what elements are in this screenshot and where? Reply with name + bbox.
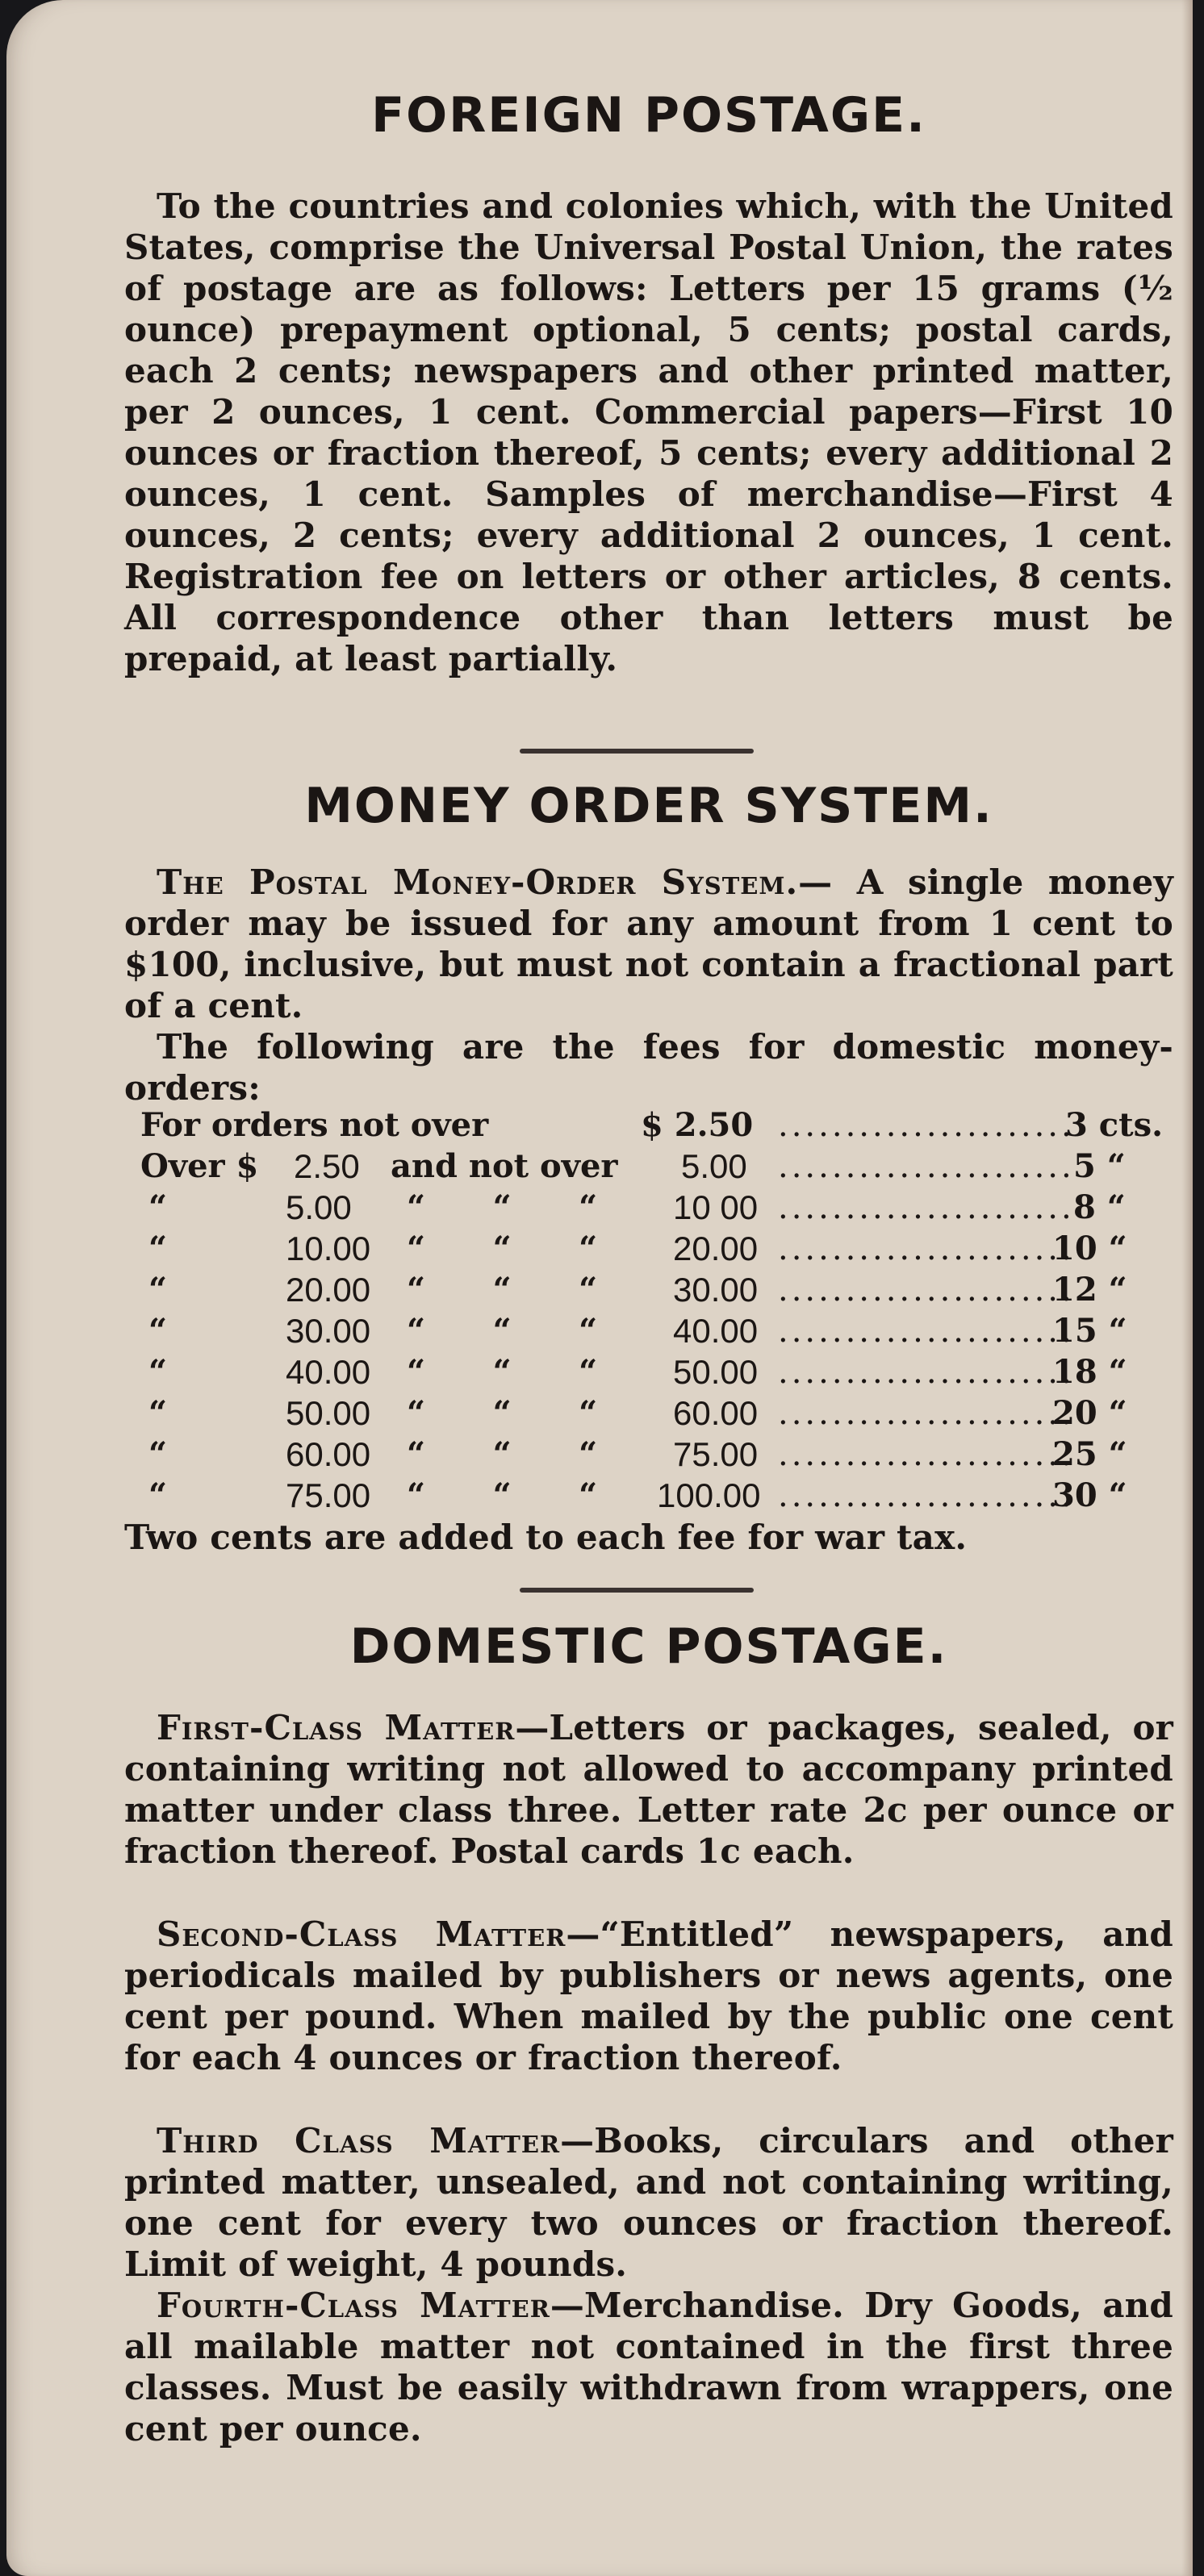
fee-leader-dots: ...................... (778, 1436, 1075, 1473)
fee-row (124, 1434, 1173, 1475)
foreign-postage-heading: FOREIGN POSTAGE. (371, 87, 926, 144)
fee-leader-dots: ...................... (778, 1189, 1075, 1226)
fourth-class-paragraph (124, 2285, 1173, 2454)
fee-lower-limit: 20.00 (286, 1271, 371, 1309)
fee-row (124, 1229, 1173, 1269)
fourth-class-text: —Merchandise. Dry Goods, and all mailable matter not contained in the first three classes. Must be easily withdrawn from wrappers, one cent per ounce. (124, 2286, 1173, 2449)
fee-lower-limit: 50.00 (286, 1394, 371, 1432)
fee-amount: 15 “ (1052, 1312, 1127, 1350)
fee-upper-limit: 100.00 (657, 1476, 761, 1514)
foreign-postage-paragraph (124, 186, 1173, 710)
fee-amount: 5 “ (1073, 1147, 1126, 1185)
fee-lower-limit: 30.00 (286, 1312, 371, 1350)
fee-upper-limit: 20.00 (673, 1230, 759, 1267)
fee-leader-dots: ...................... (778, 1477, 1075, 1514)
fee-upper-limit: 30.00 (673, 1271, 759, 1309)
fee-upper-limit: $ 2.50 (641, 1106, 754, 1144)
fee-amount: 10 “ (1052, 1230, 1127, 1267)
fee-ditto-mark: “ (148, 1435, 168, 1473)
fee-upper-limit: 40.00 (673, 1312, 759, 1350)
money-order-intro (124, 862, 1173, 1031)
third-class-text: —Books, circulars and other printed matter, unsealed, and not containing writing, one cent for every two ounces or fraction thereof. Limit of weight, 4 pounds. (124, 2121, 1173, 2284)
fee-leader-dots: ...................... (778, 1395, 1075, 1432)
first-class-paragraph (124, 1707, 1173, 1918)
fee-amount: 30 “ (1052, 1476, 1127, 1514)
fee-row (124, 1146, 1173, 1187)
fee-row (124, 1105, 1173, 1146)
page-edge (1181, 0, 1193, 2576)
fee-ditto-marks: “ “ “ (407, 1435, 598, 1473)
fourth-class-name: Fourth-Class Matter (157, 2286, 550, 2325)
fee-amount: 12 “ (1052, 1271, 1127, 1309)
fee-ditto-mark: “ (148, 1230, 168, 1267)
fee-upper-limit: 60.00 (673, 1394, 759, 1432)
fee-lower-limit: 75.00 (286, 1476, 371, 1514)
fee-leader-dots: ...................... (778, 1271, 1075, 1309)
third-class-name: Third Class Matter (157, 2121, 561, 2161)
fee-ditto-mark: “ (148, 1271, 168, 1309)
fee-upper-limit: 75.00 (673, 1435, 759, 1473)
fee-upper-limit: 10 00 (673, 1188, 759, 1226)
fee-ditto-marks: “ “ “ (407, 1271, 598, 1309)
fee-leader-dots: ...................... (778, 1148, 1075, 1185)
fee-ditto-mark: “ (148, 1476, 168, 1514)
fees-intro (124, 1026, 1173, 1110)
fee-row (124, 1476, 1173, 1516)
section-divider-2 (520, 1588, 754, 1593)
fee-ditto-marks: “ “ “ (407, 1353, 598, 1391)
section-divider-1 (520, 749, 754, 754)
fee-from-label: Over $ (140, 1147, 259, 1185)
fee-lower-limit: 10.00 (286, 1230, 371, 1267)
second-class-name: Second-Class Matter (157, 1914, 566, 1954)
fee-row (124, 1270, 1173, 1310)
fee-leader-dots: ...................... (778, 1313, 1075, 1350)
fee-amount: 8 “ (1073, 1188, 1126, 1226)
fee-ditto-mark: “ (148, 1353, 168, 1391)
fee-lower-limit: 60.00 (286, 1435, 371, 1473)
war-tax-note: Two cents are added to each fee for war tax. (124, 1518, 968, 1557)
fee-amount: 18 “ (1052, 1353, 1127, 1391)
money-order-intro-lead: The Postal Money-Order System. (157, 862, 799, 902)
fee-amount: 3 cts. (1065, 1106, 1164, 1144)
fee-ditto-marks: “ “ “ (407, 1312, 598, 1350)
fee-ditto-marks: “ “ “ (407, 1394, 598, 1432)
fee-leader-dots: ...................... (778, 1354, 1075, 1391)
domestic-postage-heading: DOMESTIC POSTAGE. (349, 1618, 948, 1675)
fee-amount: 25 “ (1052, 1435, 1127, 1473)
first-class-text: —Letters or packages, sealed, or containing writing not allowed to accompany printed matter under class three. Letter rate 2c per ounce or fraction thereof. Postal cards 1c each. (124, 1708, 1173, 1871)
book-page (6, 0, 1193, 2576)
fee-ditto-mark: “ (148, 1188, 168, 1226)
fee-ditto-mark: “ (148, 1312, 168, 1350)
foreign-postage-text: To the countries and colonies which, with the United States, comprise the Universal Postal Union, the rates of postage are as follows: Letters per 15 grams (½ ounce) prepayment optional, 5 cents; postal cards, each 2 cents; newspapers and other printed matter, per 2 ounces, 1 cent. Commercial papers—First 10 ounces or fraction thereof, 5 cents; every additional 2 ounces, 1 cent. Samples of merchandise—First 4 ounces, 2 cents; every additional 2 ounces, 1 cent. Registration fee on letters or other articles, 8 cents. All correspondence other than letters must be prepaid, at least partially. (124, 186, 1173, 678)
fee-from-label: For orders not over (140, 1106, 489, 1144)
fee-ditto-marks: “ “ “ (407, 1230, 598, 1267)
fee-ditto-marks: “ “ “ (407, 1476, 598, 1514)
second-class-paragraph (124, 1914, 1173, 2125)
second-class-text: —“Entitled” newspapers, and periodicals mailed by publishers or news agents, one cent per pound. When mailed by the public one cent for each 4 ounces or fraction thereof. (124, 1914, 1173, 2077)
fee-row (124, 1188, 1173, 1228)
first-class-name: First-Class Matter (157, 1708, 516, 1747)
fee-row (124, 1311, 1173, 1351)
fee-ditto-marks: “ “ “ (407, 1188, 598, 1226)
money-order-intro-body: — A single money order may be issued for any amount from 1 cent to $100, inclusive, but must not contain a fractional part of a cent. (124, 862, 1174, 1025)
fee-upper-limit: 5.00 (681, 1147, 747, 1185)
fee-amount: 20 “ (1052, 1394, 1127, 1432)
fee-lower-limit: 2.50 (294, 1147, 360, 1185)
money-order-heading: MONEY ORDER SYSTEM. (304, 778, 993, 834)
fee-and-not-over: and not over (391, 1147, 618, 1185)
third-class-paragraph (124, 2120, 1173, 2290)
fee-leader-dots: ...................... (778, 1230, 1075, 1267)
fee-row (124, 1393, 1173, 1434)
fee-lower-limit: 40.00 (286, 1353, 371, 1391)
fee-lower-limit: 5.00 (286, 1188, 352, 1226)
fee-upper-limit: 50.00 (673, 1353, 759, 1391)
fee-row (124, 1352, 1173, 1392)
fees-intro-text: The following are the fees for domestic money-orders: (124, 1027, 1173, 1108)
fee-leader-dots: ...................... (778, 1107, 1075, 1144)
fee-ditto-mark: “ (148, 1394, 168, 1432)
